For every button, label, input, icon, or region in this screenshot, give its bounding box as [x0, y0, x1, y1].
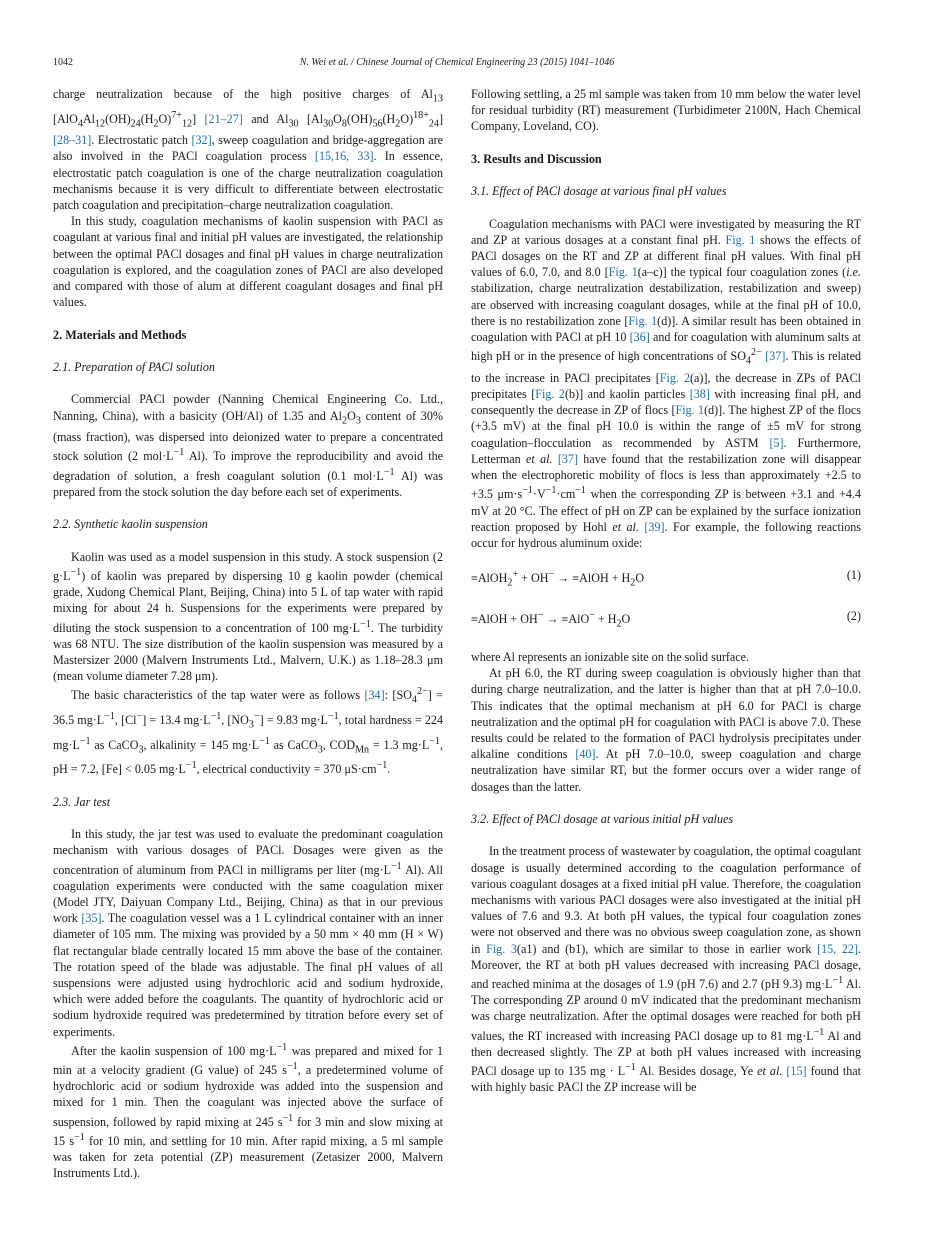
figure-link[interactable]: Fig. 1 — [608, 265, 638, 280]
journal-citation: N. Wei et al. / Chinese Journal of Chemical Engineering 23 (2015) 1041–1046 — [299, 57, 615, 68]
subsection-heading-3-2: 3.2. Effect of PACl dosage at various initial pH values — [471, 811, 734, 826]
ref-link[interactable]: [15,16, 33] — [314, 149, 374, 164]
subsection-heading-2-3: 2.3. Jar test — [53, 794, 111, 809]
equation-2: ≡AlOH + $OH^- \to \equiv AlO^- + H_2O$ (2) — [471, 608, 861, 633]
paragraph-2-2: Kaolin was used as a model suspension in this study. A stock suspension (2 $g\cdot L^{-1}$) of kaolin was prepared by dispersing 10 g kaolin powder (chemical grade, Xudong Chemical Plant, Beijing, China) into 5 L of tap water with rapid mixing for about 24 h. Suspensions for the experiments were prepared by diluting the stock suspension to a concentration of 100 $mg\cdot L^{-1}$. The turbidity was 68 NTU. The size distribution of the kaolin suspension was measured by a Mastersizer 2000 (Malvern Instruments Ltd., Malvern, U.K.) as 1.18–28.3 μm (mean volume diameter 7.28 μm). — [53, 549, 443, 684]
left-column — [53, 86, 443, 1182]
ref-link[interactable]: [15] — [786, 1064, 807, 1079]
paragraph-settling: Following settling, a 25 ml sample was taken from 10 mm below the water level for residual turbidity (RT) measurement (Turbidimeter 2100N, Hach Chemical Company, Loveland, CO). — [471, 87, 861, 134]
paragraph-2-3-b: After the kaolin suspension of 100 $mg\cdot L^{-1}$ was prepared and mixed for 1 min at a velocity gradient (G value) of 245 $s^{-1}$, a predetermined volume of hydrochloric acid or sodium hydroxide was added into the suspension and mixed for 1 min. Then the coagulant was injected above the surface of suspension, followed by rapid mixing at 245 $s^{-1}$ for 3 min and slow mixing at 15 $s^{-1}$ for 10 min, and settling for 10 min. After rapid mixing, a 5 ml sample was taken for zeta potential (ZP) measurement (Zetasizer 2000, Malvern Instruments Ltd.). — [53, 1041, 443, 1181]
section-heading-results: 3. Results and Discussion — [471, 151, 602, 166]
figure-link[interactable]: Fig. 3 — [486, 941, 517, 956]
ref-link[interactable]: [38] — [689, 387, 710, 402]
paragraph-where: where Al represents an ionizable site on the solid surface. — [471, 649, 750, 664]
right-column — [471, 86, 861, 1096]
ref-link[interactable]: [36] — [629, 330, 650, 344]
subsection-heading-2-2: 2.2. Synthetic kaolin suspension — [53, 517, 208, 532]
subsection-heading-3-1: 3.1. Effect of PACl dosage at various final pH values — [471, 184, 727, 199]
ref-link[interactable]: [37] — [765, 349, 786, 364]
ref-link[interactable]: [5] — [769, 435, 784, 450]
paragraph-ph6: At pH 6.0, the RT during sweep coagulation is obviously higher than that during charge neutralization, and the latter is higher than that at pH 7.0–10.0. This indicates that the optimal mechanism at pH 6.0 for PACl is charge neutralization and the optimal pH for coagulation with PACl is above 7.0. These results could be related to the formation of PACl hydrolysis precipitates under alkaline conditions [40]. At pH 7.0–10.0, sweep coagulation and charge neutralization have similar RT, but the former occurs over a wider range of dosages than the latter. — [471, 666, 861, 794]
figure-link[interactable]: Fig. 2 — [535, 387, 565, 402]
ref-link[interactable]: [35] — [81, 911, 102, 926]
equation-number: (2) — [846, 609, 861, 624]
figure-link[interactable]: Fig. 2 — [659, 370, 691, 385]
ref-link[interactable]: [40] — [575, 747, 596, 762]
paragraph-2-3: In this study, the jar test was used to evaluate the predominant coagulation mechanism with various dosages of PACl. Dosages were given as the concentration of aluminum from PACl in milligrams per liter ($mg\cdot L^{-1}$ Al). All coagulation experiments were conducted with the same coagulation mixer (Model JTY, Daiyuan Company Ltd., Beijing, China) as that in our previous work [35]. The coagulation vessel was a 1 L cylindrical container with an inner diameter of 105 mm. The mixing was provided by a 50 mm × 40 mm (H × W) flat rectangular blade centrally located 15 mm above the base of the container. The rotation speed of the blade was adjustable. The final pH values of all suspensions were adjusted using hydrochloric acid and sodium hydroxide, which were added before the coagulants. The quantity of hydrochloric acid or sodium hydroxide required was predetermined by titration before every set of experiments. — [53, 827, 444, 1039]
running-header — [53, 57, 861, 71]
figure-link[interactable]: Fig. 1 — [725, 232, 756, 247]
ref-link[interactable]: [39] — [644, 519, 665, 534]
ref-link[interactable]: [37] — [557, 451, 578, 466]
ref-link[interactable]: [32] — [191, 133, 212, 148]
ref-link[interactable]: [28–31] — [53, 133, 92, 148]
intro-paragraph-b: In this study, coagulation mechanisms of kaolin suspension with PACl as coagulant at various final and initial pH values are investigated, the relationship between the optimal PACl dosages and final pH values in charge neutralization coagulation is explored, and the coagulation zones of PACl are also developed and compared with those of alum at different coagulant dosages and final pH values. — [53, 214, 443, 310]
ref-link[interactable]: [21–27] — [204, 111, 243, 126]
page-number: 1042 — [53, 57, 73, 68]
paragraph-2-1: Commercial PACl powder (Nanning Chemical Engineering Co. Ltd., Nanning, China), with a basicity (OH/Al) of 1.35 and $Al_2O_3$ content of 30% (mass fraction), was dispersed into deionized water to prepare a concentrated stock solution (2 $mol\cdot L^{-1}$ Al). To improve the reproducibility and avoid the degradation of solution, a fresh coagulant solution (0.1 $mol\cdot L^{-1}$ Al) was prepared from the stock solution the day before each set of experiments. — [53, 392, 444, 499]
intro-paragraph-a: charge neutralization because of the high positive charges of $Al_{13}$ $[AlO_4Al_{12}(OH)_{24}(H_2O)^{7+}_{12}]$ [21–27] and $Al_{30}$ $[Al_{30}O_8(OH)_{56}(H_2O)^{18+}_{24}]$ [28–31]. Electrostatic patch [32], sweep coagulation and bridge-aggregation are also involved in the PACl coagulation process [15,16, 33]. In essence, electrostatic patch coagulation is one of the charge neutralization coagulation mechanisms because it is very difficult to differentiate between electrostatic patch coagulation and precipitation–charge neutralization coagulation. — [53, 87, 443, 213]
subsection-heading-2-1: 2.1. Preparation of PACl solution — [53, 360, 215, 375]
ref-link[interactable]: [15, 22] — [817, 941, 858, 956]
section-heading-materials: 2. Materials and Methods — [53, 327, 187, 342]
paragraph-3-1: Coagulation mechanisms with PACl were investigated by measuring the RT and ZP at various dosages at a constant final pH. Fig. 1 shows the effects of PACl dosages on the RT and ZP at different final pH values. With final pH values of 6.0, 7.0, and 8.0 [Fig. 1(a–c)] the typical four coagulation zones (i.e. stabilization, charge neutralization destabilization, restabilization and sweep) are observed with increasing coagulant dosages, while at the final pH of 10.0, there is no restabilization zone [Fig. 1(d)]. A similar result has been obtained in coagulation with PACl at pH 10 [36] and for coagulation with aluminum salts at high pH or in the presence of high concentrations of $SO_4^{2-}$ [37]. This is related to the increase in PACl precipitates [Fig. 2(a)], the decrease in ZPs of PACl precipitates [Fig. 2(b)] and kaolin particles [38] with increasing final pH, and consequently the decrease in ZP of flocs [Fig. 1(d)]. The highest ZP of the flocs (+3.5 mV) at the final pH 10.0 is within the range of ±5 mV for strong coagulation–flocculation as recommended by ASTM [5]. Furthermore, Letterman et al. [37] have found that the restabilization zone will disappear when the electrophoretic mobility of flocs is less than approximately +2.5 to +3.5 $\mu m\cdot s^{-1}\cdot V^{-1}\cdot cm^{-1}$ when the corresponding ZP is between +3.1 and +4.4 mV at 20 °C. The effect of pH on ZP can be explained by the surface ionization reaction proposed by Hohl et al. [39]. For example, the following reactions occur for hydrous aluminum oxide: — [471, 216, 862, 550]
figure-link[interactable]: Fig. 1 — [628, 313, 658, 328]
equation-1: ≡AlOH$_2$+ + OH− → ≡AlOH + $H_2O$ (1) — [471, 567, 861, 592]
ref-link[interactable]: [34] — [364, 688, 385, 703]
figure-link[interactable]: Fig. 1 — [675, 403, 705, 418]
paragraph-3-2: In the treatment process of wastewater by coagulation, the optimal coagulant dosage is usually determined according to the coagulation performance of various coagulant dosages at a fixed initial pH value. Therefore, the coagulation mechanisms with various PACl dosages were also investigated at the initial pH values of 7.6 and 9.3. At both pH values, the typical four coagulation zones were not observed and there was no obvious sweep coagulation zone, as shown in Fig. 3(a1) and (b1), which are similar to those in earlier work [15, 22]. Moreover, the RT at both pH values decreased with increasing PACl dosage, and reached minima at the dosages of 1.9 (pH 7.6) and 2.7 (pH 9.3) $mg\cdot L^{-1}$ Al. The corresponding ZP around 0 mV indicated that the predominant mechanism was charge neutralization. After the optimal dosages were reached for both pH values, the RT increased with increasing PACl dosage up to 81 $mg\cdot L^{-1}$ Al and then decreased slightly. The ZP at both pH values increased with increasing PACl dosage up to 135 mg · $L^{-1}$ Al. Besides dosage, Ye et al. [15] found that with highly basic PACl the ZP increase will be — [471, 844, 862, 1095]
equation-number: (1) — [846, 568, 861, 583]
paragraph-tap-water: The basic characteristics of the tap water were as follows [34]: $[SO_4^{2-}] = 36.5$ $mg\cdot L^{-1}$, [Cl−] = 13.4 $mg\cdot L^{-1}$, $[NO_3^-] = 9.83$ $mg\cdot L^{-1}$, total hardness = 224 $mg\cdot L^{-1}$ as CaCO$_3$, alkalinity = 145 $mg\cdot L^{-1}$ as CaCO$_3$, $COD_{Mn} = 1.3$ $mg\cdot L^{-1}$, pH = 7.2, [Fe] < 0.05 $mg\cdot L^{-1}$, electrical conductivity = 370 $\mu S\cdot cm^{-1}$. — [53, 686, 444, 777]
